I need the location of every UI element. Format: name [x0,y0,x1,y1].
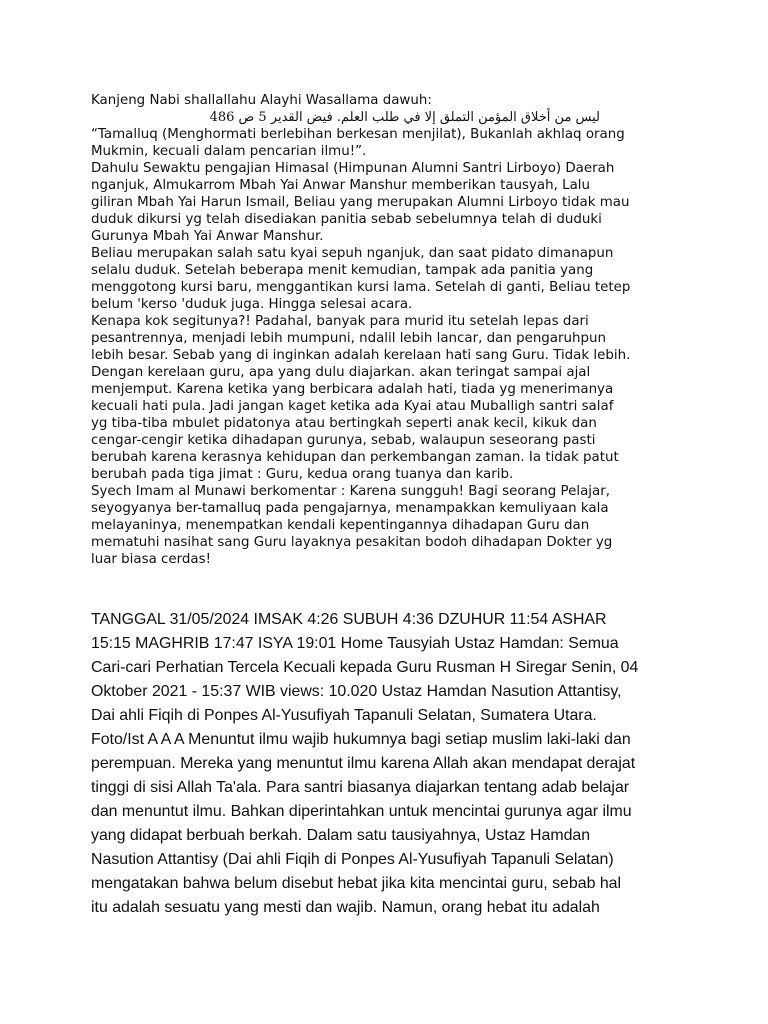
text-line: melayaninya, menempatkan kendali kepentingannya dihadapan Guru dan [91,518,590,533]
text-line: duduk dikursi yg telah disediakan panitia sebab sebelumnya telah di duduki [91,212,602,227]
text-line: menggotong kursi baru, menggantikan kursi lama. Setelah di ganti, Beliau tetep [91,280,631,295]
text-line: “Tamalluq (Menghormati berlebihan berkesan menjilat), Bukanlah akhlaq orang [91,127,625,142]
text-line: TANGGAL 31/05/2024 IMSAK 4:26 SUBUH 4:36 DZUHUR 11:54 ASHAR [91,611,607,628]
text-line: lebih besar. Sebab yang di inginkan adalah kerelaan hati sang Guru. Tidak lebih. [91,348,631,363]
text-line: kecuali hati pula. Jadi jangan kaget ketika ada Kyai atau Muballigh santri salaf [91,399,614,414]
text-line: menjemput. Karena ketika yang berbicara adalah hati, tiada yg menerimanya [91,382,614,397]
text-line: yang didapat berbuah berkah. Dalam satu tausiyahnya, Ustaz Hamdan [91,827,591,844]
text-line: itu adalah sesuatu yang mesti dan wajib. Namun, orang hebat itu adalah [91,899,600,916]
arabic-quote-line: ليس من أخلاق المؤمن التملق إلا في طلب العلم. فيض القدير 5 ص 486 [209,110,600,125]
text-line: perempuan. Mereka yang menuntut ilmu karena Allah akan mendapat derajat [91,755,636,772]
text-line: giliran Mbah Yai Harun Ismail, Beliau yang merupakan Alumni Lirboyo tidak mau [91,195,630,210]
text-line: Dai ahli Fiqih di Ponpes Al-Yusufiyah Tapanuli Selatan, Sumatera Utara. [91,707,597,724]
text-line: Mukmin, kecuali dalam pencarian ilmu!”. [91,144,367,159]
text-line: berubah pada tiga jimat : Guru, kedua orang tuanya dan karib. [91,467,514,482]
text-line: Gurunya Mbah Yai Anwar Manshur. [91,229,324,244]
text-line: dan menuntut ilmu. Bahkan diperintahkan untuk mencintai gurunya agar ilmu [91,803,632,820]
text-line: mengatakan bahwa belum disebut hebat jika kita mencintai guru, sebab hal [91,875,622,892]
text-line: Dengan kerelaan guru, apa yang dulu diajarkan. akan teringat sampai ajal [91,365,591,380]
text-line: tinggi di sisi Allah Ta'ala. Para santri biasanya diajarkan tentang adab belajar [91,779,630,796]
text-line: cengar-cengir ketika dihadapan gurunya, sebab, walaupun seseorang pasti [91,433,596,448]
text-line: seyogyanya ber-tamalluq pada pengajarnya, menampakkan kemuliyaan kala [91,501,609,516]
text-line: mematuhi nasihat sang Guru layaknya pesakitan bodoh dihadapan Dokter yg [91,535,613,550]
text-line: selalu duduk. Setelah beberapa menit kemudian, tampak ada panitia yang [91,263,594,278]
text-line: Cari-cari Perhatian Tercela Kecuali kepada Guru Rusman H Siregar Senin, 04 [91,659,639,676]
text-line: nganjuk, Almukarrom Mbah Yai Anwar Manshur memberikan tausyah, Lalu [91,178,590,193]
text-line: Nasution Attantisy (Dai ahli Fiqih di Ponpes Al-Yusufiyah Tapanuli Selatan) [91,851,614,868]
text-line: Kanjeng Nabi shallallahu Alayhi Wasallama dawuh: [91,93,432,108]
text-line: Syech Imam al Munawi berkomentar : Karena sungguh! Bagi seorang Pelajar, [91,484,610,499]
text-line: yg tiba-tiba mbulet pidatonya atau bertingkah seperti anak kecil, kikuk dan [91,416,597,431]
text-line: 15:15 MAGHRIB 17:47 ISYA 19:01 Home Tausyiah Ustaz Hamdan: Semua [91,635,619,652]
text-line: berubah karena kerasnya kehidupan dan perkembangan zaman. Ia tidak patut [91,450,619,465]
text-line: Oktober 2021 - 15:37 WIB views: 10.020 Ustaz Hamdan Nasution Attantisy, [91,683,622,700]
article-text-block [91,92,691,568]
text-line: Dahulu Sewaktu pengajian Himasal (Himpunan Alumni Santri Lirboyo) Daerah [91,161,615,176]
text-line: Kenapa kok segitunya?! Padahal, banyak para murid itu setelah lepas dari [91,314,589,329]
text-line: belum 'kerso 'duduk juga. Hingga selesai acara. [91,297,413,312]
text-line: Beliau merupakan salah satu kyai sepuh nganjuk, dan saat pidato dimanapun [91,246,614,261]
news-article-block [91,608,691,920]
text-line: pesantrennya, menjadi lebih mumpuni, ndalil lebih lancar, dan pengaruhpun [91,331,606,346]
text-line: luar biasa cerdas! [91,552,211,567]
text-line: Foto/Ist A A A Menuntut ilmu wajib hukumnya bagi setiap muslim laki-laki dan [91,731,631,748]
